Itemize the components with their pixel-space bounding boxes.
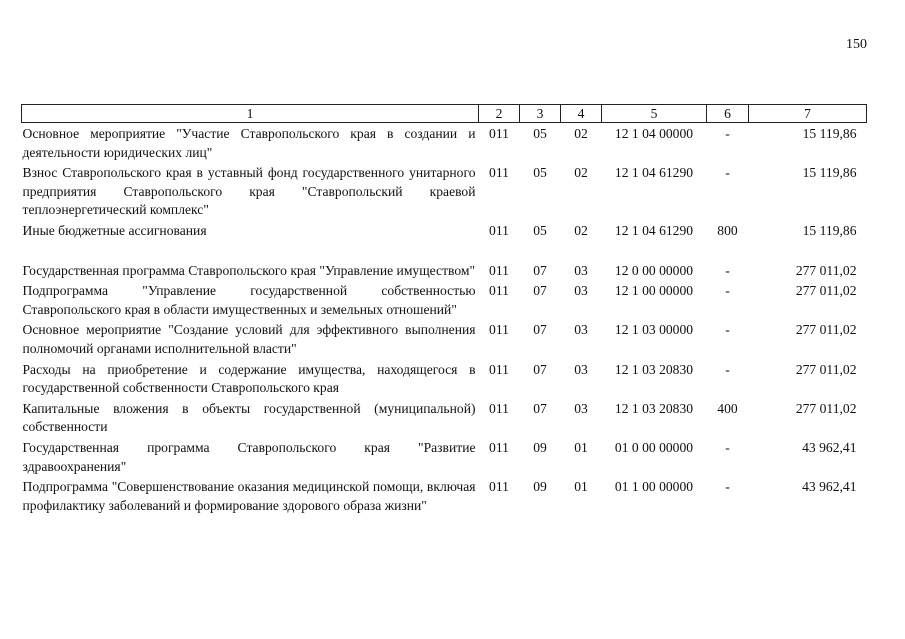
row-amount: 277 011,02 — [795, 322, 857, 338]
row-expense-type: - — [725, 262, 730, 278]
row-ministry-code: 011 — [489, 439, 509, 455]
row-description: Подпрограмма "Управление государственной собственностью Ставропольского края в области имущественных и земельных отношений" — [22, 283, 476, 317]
row-amount: 43 962,41 — [802, 439, 857, 455]
row-description: Взнос Ставропольского края в уставный фонд государственного унитарного предприятия Ставропольского края "Ставропольский краевой теплоэнергетический комплекс" — [22, 165, 476, 218]
header-cell: 2 — [479, 105, 520, 123]
row-description: Основное мероприятие "Создание условий для эффективного выполнения полномочий органами исполнительной власти" — [22, 322, 476, 356]
header-cell: 7 — [749, 105, 867, 123]
row-target-code: 12 1 04 61290 — [614, 222, 694, 238]
row-section-code: 07 — [533, 322, 547, 338]
row-amount: 277 011,02 — [795, 361, 857, 377]
row-target-code: 01 1 00 00000 — [614, 479, 694, 495]
row-ministry-code: 011 — [489, 222, 509, 238]
row-expense-type: - — [725, 361, 730, 377]
row-section-code: 05 — [533, 126, 547, 141]
row-subsection-code: 03 — [574, 283, 588, 299]
row-target-code: 12 0 00 00000 — [614, 262, 694, 278]
row-section-code: 07 — [533, 262, 547, 278]
row-ministry-code: 011 — [489, 400, 509, 416]
row-target-code: 12 1 04 00000 — [614, 126, 694, 141]
header-cell: 1 — [22, 105, 479, 123]
table-row — [22, 437, 867, 476]
row-expense-type: - — [725, 479, 730, 495]
row-subsection-code: 03 — [574, 322, 588, 338]
row-subsection-code: 03 — [574, 400, 588, 416]
table-row — [22, 476, 867, 515]
row-amount: 15 119,86 — [802, 126, 857, 141]
row-section-code: 05 — [533, 222, 547, 238]
row-expense-type: 800 — [717, 222, 738, 238]
row-description: Подпрограмма "Совершенствование оказания медицинской помощи, включая профилактику заболеваний и формирование здорового образа жизни" — [22, 479, 476, 513]
row-target-code: 12 1 03 20830 — [614, 361, 694, 377]
row-amount: 277 011,02 — [795, 262, 857, 278]
row-ministry-code: 011 — [489, 361, 509, 377]
row-target-code: 12 1 00 00000 — [614, 283, 694, 299]
row-section-code: 09 — [533, 439, 547, 455]
table-row — [22, 319, 867, 358]
row-amount: 277 011,02 — [795, 400, 857, 416]
row-section-code: 05 — [533, 165, 547, 181]
row-target-code: 12 1 03 00000 — [614, 322, 694, 338]
table-row — [22, 162, 867, 220]
table-row — [22, 359, 867, 398]
row-amount: 15 119,86 — [802, 222, 857, 238]
header-cell: 6 — [707, 105, 749, 123]
row-description: Основное мероприятие "Участие Ставропольского края в создании и деятельности юридических лиц" — [22, 126, 476, 160]
row-ministry-code: 011 — [489, 165, 509, 181]
row-amount: 43 962,41 — [802, 479, 857, 495]
row-description: Расходы на приобретение и содержание имущества, находящегося в государственной собственности Ставропольского края — [22, 361, 476, 396]
table-row — [22, 280, 867, 319]
row-subsection-code: 02 — [574, 126, 588, 141]
row-description: Капитальные вложения в объекты государственной (муниципальной) собственности — [22, 400, 476, 435]
row-subsection-code: 01 — [574, 479, 588, 495]
page-number: 150 — [846, 37, 867, 52]
row-ministry-code: 011 — [489, 322, 509, 338]
budget-table — [21, 104, 867, 515]
row-subsection-code: 02 — [574, 165, 588, 181]
row-amount: 277 011,02 — [795, 283, 857, 299]
row-description: Государственная программа Ставропольского края "Развитие здравоохранения" — [22, 439, 476, 474]
row-subsection-code: 01 — [574, 439, 588, 455]
row-subsection-code: 02 — [574, 222, 588, 238]
row-expense-type: - — [725, 126, 730, 141]
row-expense-type: - — [725, 439, 730, 455]
row-section-code: 07 — [533, 283, 547, 299]
row-section-code: 07 — [533, 400, 547, 416]
row-section-code: 09 — [533, 479, 547, 495]
header-cell: 3 — [520, 105, 561, 123]
row-expense-type: - — [725, 283, 730, 299]
row-section-code: 07 — [533, 361, 547, 377]
row-expense-type: - — [725, 322, 730, 338]
row-amount: 15 119,86 — [802, 165, 857, 181]
row-target-code: 12 1 03 20830 — [614, 400, 694, 416]
row-ministry-code: 011 — [489, 126, 509, 141]
row-subsection-code: 03 — [574, 361, 588, 377]
row-expense-type: - — [725, 165, 730, 181]
table-row — [22, 220, 867, 260]
header-cell: 5 — [602, 105, 707, 123]
row-ministry-code: 011 — [489, 262, 509, 278]
table-row — [22, 398, 867, 437]
header-cell: 4 — [561, 105, 602, 123]
row-description: Государственная программа Ставропольского края "Управление имуществом" — [22, 262, 476, 278]
row-expense-type: 400 — [717, 400, 738, 416]
row-target-code: 01 0 00 00000 — [614, 439, 694, 455]
row-description: Иные бюджетные ассигнования — [22, 222, 207, 238]
row-ministry-code: 011 — [489, 283, 509, 299]
table-row — [22, 123, 867, 163]
row-subsection-code: 03 — [574, 262, 588, 278]
row-target-code: 12 1 04 61290 — [614, 165, 694, 181]
table-header-row — [22, 105, 867, 123]
row-ministry-code: 011 — [489, 479, 509, 495]
table-row — [22, 260, 867, 281]
